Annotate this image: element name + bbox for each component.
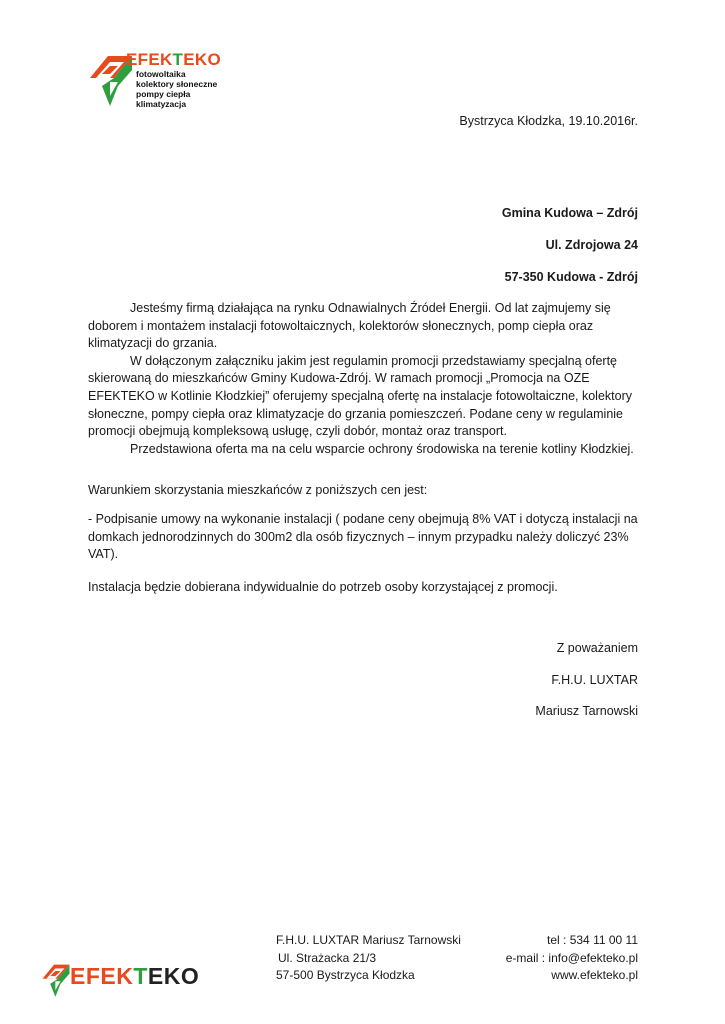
footer-company: F.H.U. LUXTAR Mariusz Tarnowski bbox=[276, 933, 461, 947]
footer-web: www.efekteko.pl bbox=[551, 968, 638, 982]
footer-email: e-mail : info@efekteko.pl bbox=[505, 950, 638, 965]
recipient-street: Ul. Zdrojowa 24 bbox=[545, 238, 638, 252]
efekteko-mark-icon bbox=[40, 962, 72, 998]
brand-name: EFEKTEKO bbox=[126, 50, 221, 69]
tagline-1: fotowoltaika bbox=[136, 69, 186, 79]
recipient-name: Gmina Kudowa – Zdrój bbox=[501, 206, 638, 220]
signature-person: Mariusz Tarnowski bbox=[535, 704, 638, 718]
paragraph-installation: Instalacja będzie dobierana indywidualnie do potrzeb osoby korzystającej z promocji. bbox=[88, 580, 558, 594]
signature-closing: Z poważaniem bbox=[556, 641, 638, 655]
footer-city: 57-500 Bystrzyca Kłodzka bbox=[276, 968, 415, 982]
footer-logo bbox=[40, 960, 230, 1000]
paragraph-condition: Warunkiem skorzystania mieszkańców z poniższych cen jest: bbox=[88, 483, 428, 497]
footer-phone: tel : 534 11 00 11 bbox=[547, 933, 638, 947]
paragraph-goal: Przedstawiona oferta ma na celu wsparcie ochrony środowiska na terenie kotliny Kłodzkiej. bbox=[130, 441, 634, 456]
letter-date: Bystrzyca Kłodzka, 19.10.2016r. bbox=[459, 114, 638, 128]
company-logo bbox=[88, 50, 268, 112]
recipient-city: 57-350 Kudowa - Zdrój bbox=[504, 270, 638, 284]
tagline-4: klimatyzacja bbox=[136, 99, 187, 109]
letter-body bbox=[88, 300, 640, 458]
footer-contact bbox=[506, 932, 638, 985]
signature-company: F.H.U. LUXTAR bbox=[551, 673, 638, 687]
footer-brand-name: EFEKTEKO bbox=[70, 963, 200, 989]
tagline-3: pompy ciepła bbox=[136, 89, 191, 99]
paragraph-intro: Jesteśmy firmą działająca na rynku Odnawialnych Źródeł Energii. Od lat zajmujemy się doborem i montażem instalacji fotowoltaicznych, kolektorów słonecznych, pomp ciepła oraz klimatyzacji do grzania. bbox=[88, 301, 611, 351]
tagline-2: kolektory słoneczne bbox=[136, 79, 218, 89]
paragraph-offer: W dołączonym załączniku jakim jest regulamin promocji przedstawiamy specjalną ofertę skierowaną do mieszkańców Gminy Kudowa-Zdrój. W ramach promocji „Promocja na OZE EFEKTEKO w Kotlinie Kłodzkiej” oferujemy specjalną ofertę na instalacje fotowoltaiczne, kolektory słoneczne, pompy ciepła oraz klimatyzacje do grzania pomieszczeń. Podane ceny w regulaminie promocji obejmują kompleksową usługę, czyli dobór, montaż oraz transport. bbox=[88, 353, 633, 439]
footer-street: Ul. Strażacka 21/3 bbox=[278, 950, 377, 965]
footer-address bbox=[276, 932, 461, 985]
paragraph-requirement: - Podpisanie umowy na wykonanie instalacji ( podane ceny obejmują 8% VAT i dotyczą instalacji na domkach jednorodzinnych do 300m2 dla osób fizycznych – innym przypadku należy doliczyć 23% VAT). bbox=[88, 512, 638, 562]
